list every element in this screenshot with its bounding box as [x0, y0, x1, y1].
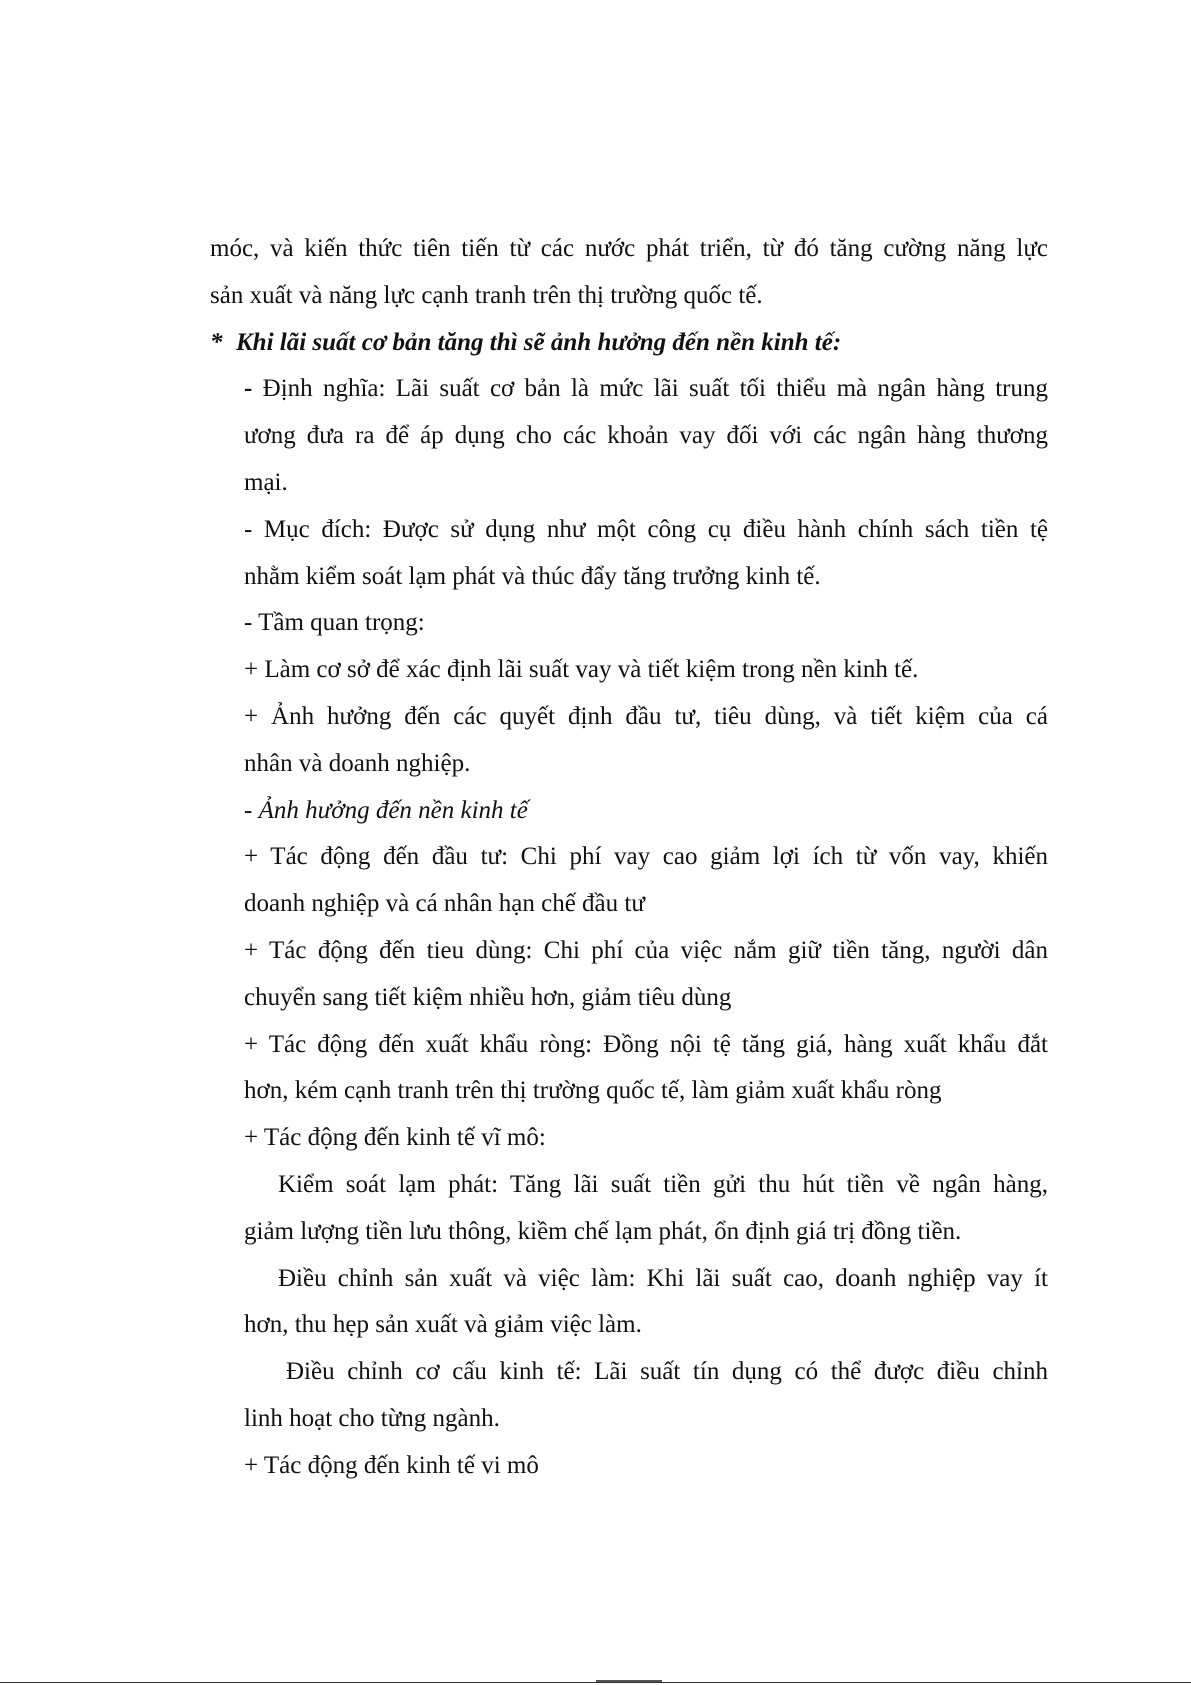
effect-item: + Tác động đến đầu tư: Chi phí vay cao giảm lợi ích từ vốn vay, khiến — [244, 843, 1048, 871]
definition-dash: - — [244, 375, 253, 403]
importance-heading: - Tầm quan trọng: — [244, 609, 425, 637]
effects-title: Ảnh hưởng đến nền kinh tế — [258, 796, 528, 824]
importance-item: nhân và doanh nghiệp. — [244, 749, 471, 777]
importance-item: + Làm cơ sở để xác định lãi suất vay và tiết kiệm trong nền kinh tế. — [244, 656, 919, 684]
effect-item: + Tác động đến kinh tế vĩ mô: — [244, 1124, 546, 1152]
definition-line: ương đưa ra để áp dụng cho các khoản vay đối với các ngân hàng thương — [244, 422, 1048, 450]
macro-subitem: hơn, thu hẹp sản xuất và giảm việc làm. — [244, 1311, 642, 1339]
paragraph-line: móc, và kiến thức tiên tiến từ các nước phát triển, từ đó tăng cường năng lực — [210, 235, 1048, 262]
macro-subitem: Kiểm soát lạm phát: Tăng lãi suất tiền gửi thu hút tiền về ngân hàng, — [278, 1170, 1048, 1198]
page-content — [210, 226, 1048, 1490]
page-bottom-mark — [596, 1680, 662, 1682]
effect-item: + Tác động đến tieu dùng: Chi phí của việc nắm giữ tiền tăng, người dân — [244, 936, 1048, 964]
importance-item: + Ảnh hưởng đến các quyết định đầu tư, tiêu dùng, và tiết kiệm của cá — [244, 702, 1048, 730]
macro-subitem: giảm lượng tiền lưu thông, kiềm chế lạm phát, ổn định giá trị đồng tiền. — [244, 1217, 962, 1245]
purpose-line: nhằm kiểm soát lạm phát và thúc đẩy tăng trưởng kinh tế. — [244, 562, 821, 590]
definition-line: mại. — [244, 468, 288, 496]
effects-dash: - — [244, 796, 253, 824]
paragraph-line: sản xuất và năng lực cạnh tranh trên thị trường quốc tế. — [210, 281, 763, 309]
heading-text: Khi lãi suất cơ bản tăng thì sẽ ảnh hưởng đến nền kinh tế: — [236, 328, 842, 356]
definition-text: Định nghĩa: Lãi suất cơ bản là mức lãi suất tối thiểu mà ngân hàng trung — [262, 375, 1049, 403]
macro-subitem: Điều chỉnh sản xuất và việc làm: Khi lãi suất cao, doanh nghiệp vay ít — [278, 1264, 1048, 1292]
effect-item: + Tác động đến xuất khẩu ròng: Đồng nội tệ tăng giá, hàng xuất khẩu đắt — [244, 1030, 1048, 1058]
definition-line — [210, 366, 1048, 413]
heading-bullet: * — [210, 328, 223, 356]
effect-item: chuyển sang tiết kiệm nhiều hơn, giảm tiêu dùng — [244, 983, 732, 1011]
effect-item: hơn, kém cạnh tranh trên thị trường quốc tế, làm giảm xuất khẩu ròng — [244, 1077, 942, 1105]
macro-subitem: Điều chỉnh cơ cấu kinh tế: Lãi suất tín dụng có thể được điều chỉnh — [286, 1358, 1048, 1386]
section-heading — [210, 320, 1048, 367]
effects-heading — [210, 788, 1048, 835]
effect-item: + Tác động đến kinh tế vi mô — [244, 1451, 539, 1479]
effect-item: doanh nghiệp và cá nhân hạn chế đầu tư — [244, 890, 645, 918]
purpose-line: - Mục đích: Được sử dụng như một công cụ điều hành chính sách tiền tệ — [244, 515, 1048, 543]
macro-subitem: linh hoạt cho từng ngành. — [244, 1404, 500, 1432]
page-bottom-rule — [0, 1682, 1191, 1683]
